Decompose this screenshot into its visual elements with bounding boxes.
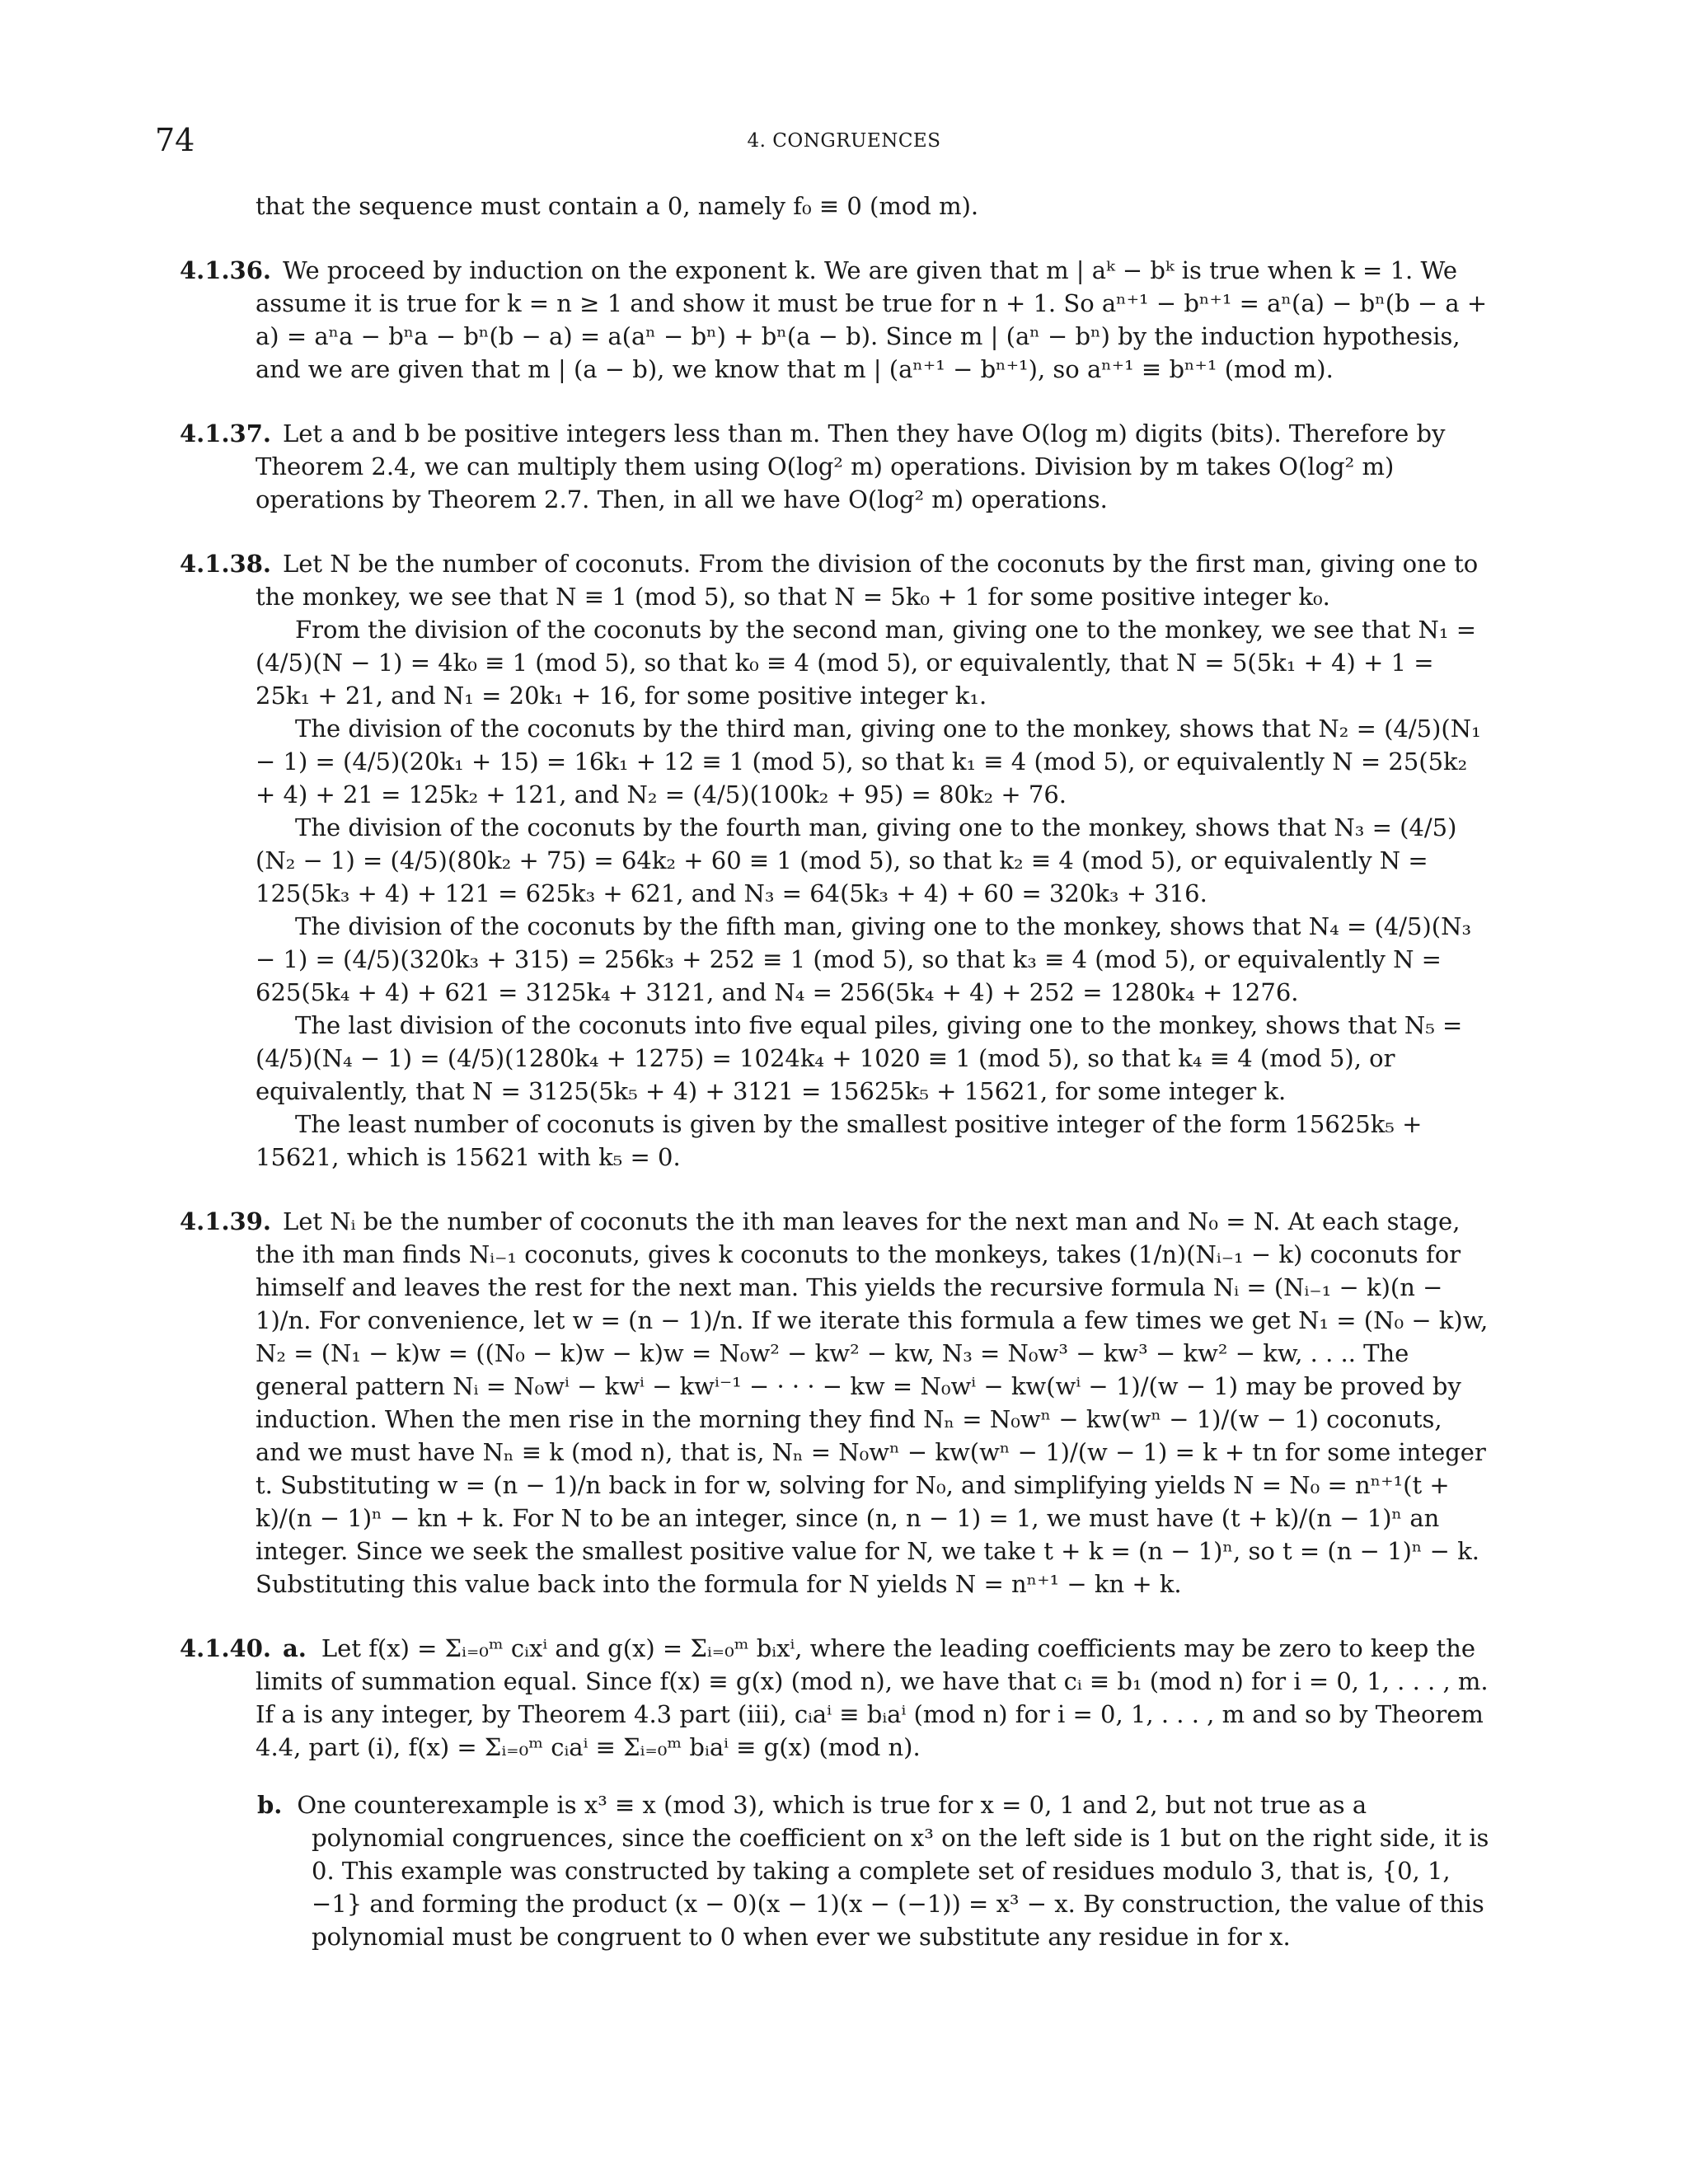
solution-paragraph (180, 1632, 1490, 1764)
solution-4-1-37 (180, 417, 1490, 516)
solution-continuation: From the division of the coconuts by the second man, giving one to the monkey, we see that N₁ = (4/5)(N − 1) = 4k₀ ≡ 1 (mod 5), so that k₀ ≡ 4 (mod 5), or equivalently, that N = 5(5k₁ + 4) + 1 = 25k₁ + 21, and N₁ = 20k₁ + 16, for some positive integer k₁. (256, 616, 1476, 710)
lead-line: that the sequence must contain a 0, namely f₀ ≡ 0 (mod m). (256, 192, 979, 220)
solution-number: 4.1.39. (180, 1207, 272, 1235)
solution-paragraph (180, 417, 1490, 516)
solution-4-1-40 (180, 1632, 1490, 1953)
solution-paragraph (180, 547, 1490, 613)
solution-subpart (180, 1788, 1490, 1953)
solution-continuation: The division of the coconuts by the fourth man, giving one to the monkey, shows that N₃ = (4/5)(N₂ − 1) = (4/5)(80k₂ + 75) = 64k₂ + 60 ≡ 1 (mod 5), so that k₂ ≡ 4 (mod 5), or equivalently N = 125(5k₃ + 4) + 121 = 625k₃ + 621, and N₃ = 64(5k₃ + 4) + 60 = 320k₃ + 316. (256, 813, 1457, 907)
running-head: 4. CONGRUENCES (747, 130, 941, 152)
part-text: Let f(x) = Σᵢ₌₀ᵐ cᵢxⁱ and g(x) = Σᵢ₌₀ᵐ bᵢxⁱ, where the leading coefficients may be zero to keep the limits of summation equal. Since f(x) ≡ g(x) (mod n), we have that cᵢ ≡ b₁ (mod n) for i = 0, 1, . . . , m. If a is any integer, by Theorem 4.3 part (iii), cᵢaⁱ ≡ bᵢaⁱ (mod n) for i = 0, 1, . . . , m and so by Theorem 4.4, part (i), f(x) = Σᵢ₌₀ᵐ cᵢaⁱ ≡ Σᵢ₌₀ᵐ bᵢaⁱ ≡ g(x) (mod n). (256, 1634, 1489, 1761)
solution-text: Let a and b be positive integers less than m. Then they have O(log m) digits (bits). Therefore by Theorem 2.4, we can multiply them using O(log² m) operations. Division by m takes O(log² m) operations by Theorem 2.7. Then, in all we have O(log² m) operations. (256, 419, 1446, 513)
solution-number: 4.1.36. (180, 256, 272, 284)
page-number: 74 (155, 122, 195, 158)
solution-continuation: The division of the coconuts by the fifth man, giving one to the monkey, shows that N₄ = (4/5)(N₃ − 1) = (4/5)(320k₃ + 315) = 256k₃ + 252 ≡ 1 (mod 5), so that k₃ ≡ 4 (mod 5), or equivalently N = 625(5k₄ + 4) + 621 = 3125k₄ + 3121, and N₄ = 256(5k₄ + 4) + 252 = 1280k₄ + 1276. (256, 912, 1472, 1006)
solution-paragraph (180, 254, 1490, 386)
solution-4-1-39 (180, 1205, 1490, 1601)
solution-paragraph (180, 1205, 1490, 1601)
part-text: One counterexample is x³ ≡ x (mod 3), which is true for x = 0, 1 and 2, but not true as a polynomial congruences, since the coefficient on x³ on the left side is 1 but on the right side, it is 0. This example was constructed by taking a complete set of residues modulo 3, that is, {0, 1, −1} and forming the product (x − 0)(x − 1)(x − (−1)) = x³ − x. By construction, the value of this polynomial must be congruent to 0 when ever we substitute any residue in for x. (297, 1791, 1489, 1951)
solution-number: 4.1.38. (180, 550, 272, 578)
solution-continuation: The least number of coconuts is given by the smallest positive integer of the form 15625k₅ + 15621, which is 15621 with k₅ = 0. (256, 1110, 1423, 1171)
part-label: b. (257, 1791, 283, 1819)
solution-text: Let N be the number of coconuts. From the division of the coconuts by the first man, giving one to the monkey, we see that N ≡ 1 (mod 5), so that N = 5k₀ + 1 for some positive integer k₀. (256, 550, 1479, 611)
solution-4-1-38 (180, 547, 1490, 1174)
solution-text: We proceed by induction on the exponent k. We are given that m | aᵏ − bᵏ is true when k = 1. We assume it is true for k = n ≥ 1 and show it must be true for n + 1. So aⁿ⁺¹ − bⁿ⁺¹ = aⁿ(a) − bⁿ(b − a + a) = aⁿa − bⁿa − bⁿ(b − a) = a(aⁿ − bⁿ) + bⁿ(a − b). Since m | (aⁿ − bⁿ) by the induction hypothesis, and we are given that m | (a − b), we know that m | (aⁿ⁺¹ − bⁿ⁺¹), so aⁿ⁺¹ ≡ bⁿ⁺¹ (mod m). (256, 256, 1488, 383)
solution-continuation: The last division of the coconuts into five equal piles, giving one to the monkey, shows that N₅ = (4/5)(N₄ − 1) = (4/5)(1280k₄ + 1275) = 1024k₄ + 1020 ≡ 1 (mod 5), so that k₄ ≡ 4 (mod 5), or equivalently, that N = 3125(5k₅ + 4) + 3121 = 15625k₅ + 15621, for some integer k. (256, 1011, 1463, 1105)
lead-line-block (180, 190, 1490, 223)
solution-text: Let Nᵢ be the number of coconuts the ith man leaves for the next man and N₀ = N. At each stage, the ith man finds Nᵢ₋₁ coconuts, gives k coconuts to the monkeys, takes (1/n)(Nᵢ₋₁ − k) coconuts for himself and leaves the rest for the next man. This yields the recursive formula Nᵢ = (Nᵢ₋₁ − k)(n − 1)/n. For convenience, let w = (n − 1)/n. If we iterate this formula a few times we get N₁ = (N₀ − k)w, N₂ = (N₁ − k)w = ((N₀ − k)w − k)w = N₀w² − kw² − kw, N₃ = N₀w³ − kw³ − kw² − kw, . . .. The general pattern Nᵢ = N₀wⁱ − kwⁱ − kwⁱ⁻¹ − · · · − kw = N₀wⁱ − kw(wⁱ − 1)/(w − 1) may be proved by induction. When the men rise in the morning they find Nₙ = N₀wⁿ − kw(wⁿ − 1)/(w − 1) coconuts, and we must have Nₙ ≡ k (mod n), that is, Nₙ = N₀wⁿ − kw(wⁿ − 1)/(w − 1) = k + tn for some integer t. Substituting w = (n − 1)/n back in for w, solving for N₀, and simplifying yields N = N₀ = nⁿ⁺¹(t + k)/(n − 1)ⁿ − kn + k. For N to be an integer, since (n, n − 1) = 1, we must have (t + k)/(n − 1)ⁿ an integer. Since we seek the smallest positive value for N, we take t + k = (n − 1)ⁿ, so t = (n − 1)ⁿ − k. Substituting this value back into the formula for N yields N = nⁿ⁺¹ − kn + k. (256, 1207, 1489, 1598)
solution-continuation: The division of the coconuts by the third man, giving one to the monkey, shows that N₂ = (4/5)(N₁ − 1) = (4/5)(20k₁ + 15) = 16k₁ + 12 ≡ 1 (mod 5), so that k₁ ≡ 4 (mod 5), or equivalently N = 25(5k₂ + 4) + 21 = 125k₂ + 121, and N₂ = (4/5)(100k₂ + 95) = 80k₂ + 76. (256, 715, 1481, 808)
solution-number: 4.1.40. (180, 1634, 272, 1662)
part-label: a. (283, 1634, 307, 1662)
solution-4-1-36 (180, 254, 1490, 386)
content-body (180, 190, 1490, 1985)
solution-number: 4.1.37. (180, 419, 272, 448)
